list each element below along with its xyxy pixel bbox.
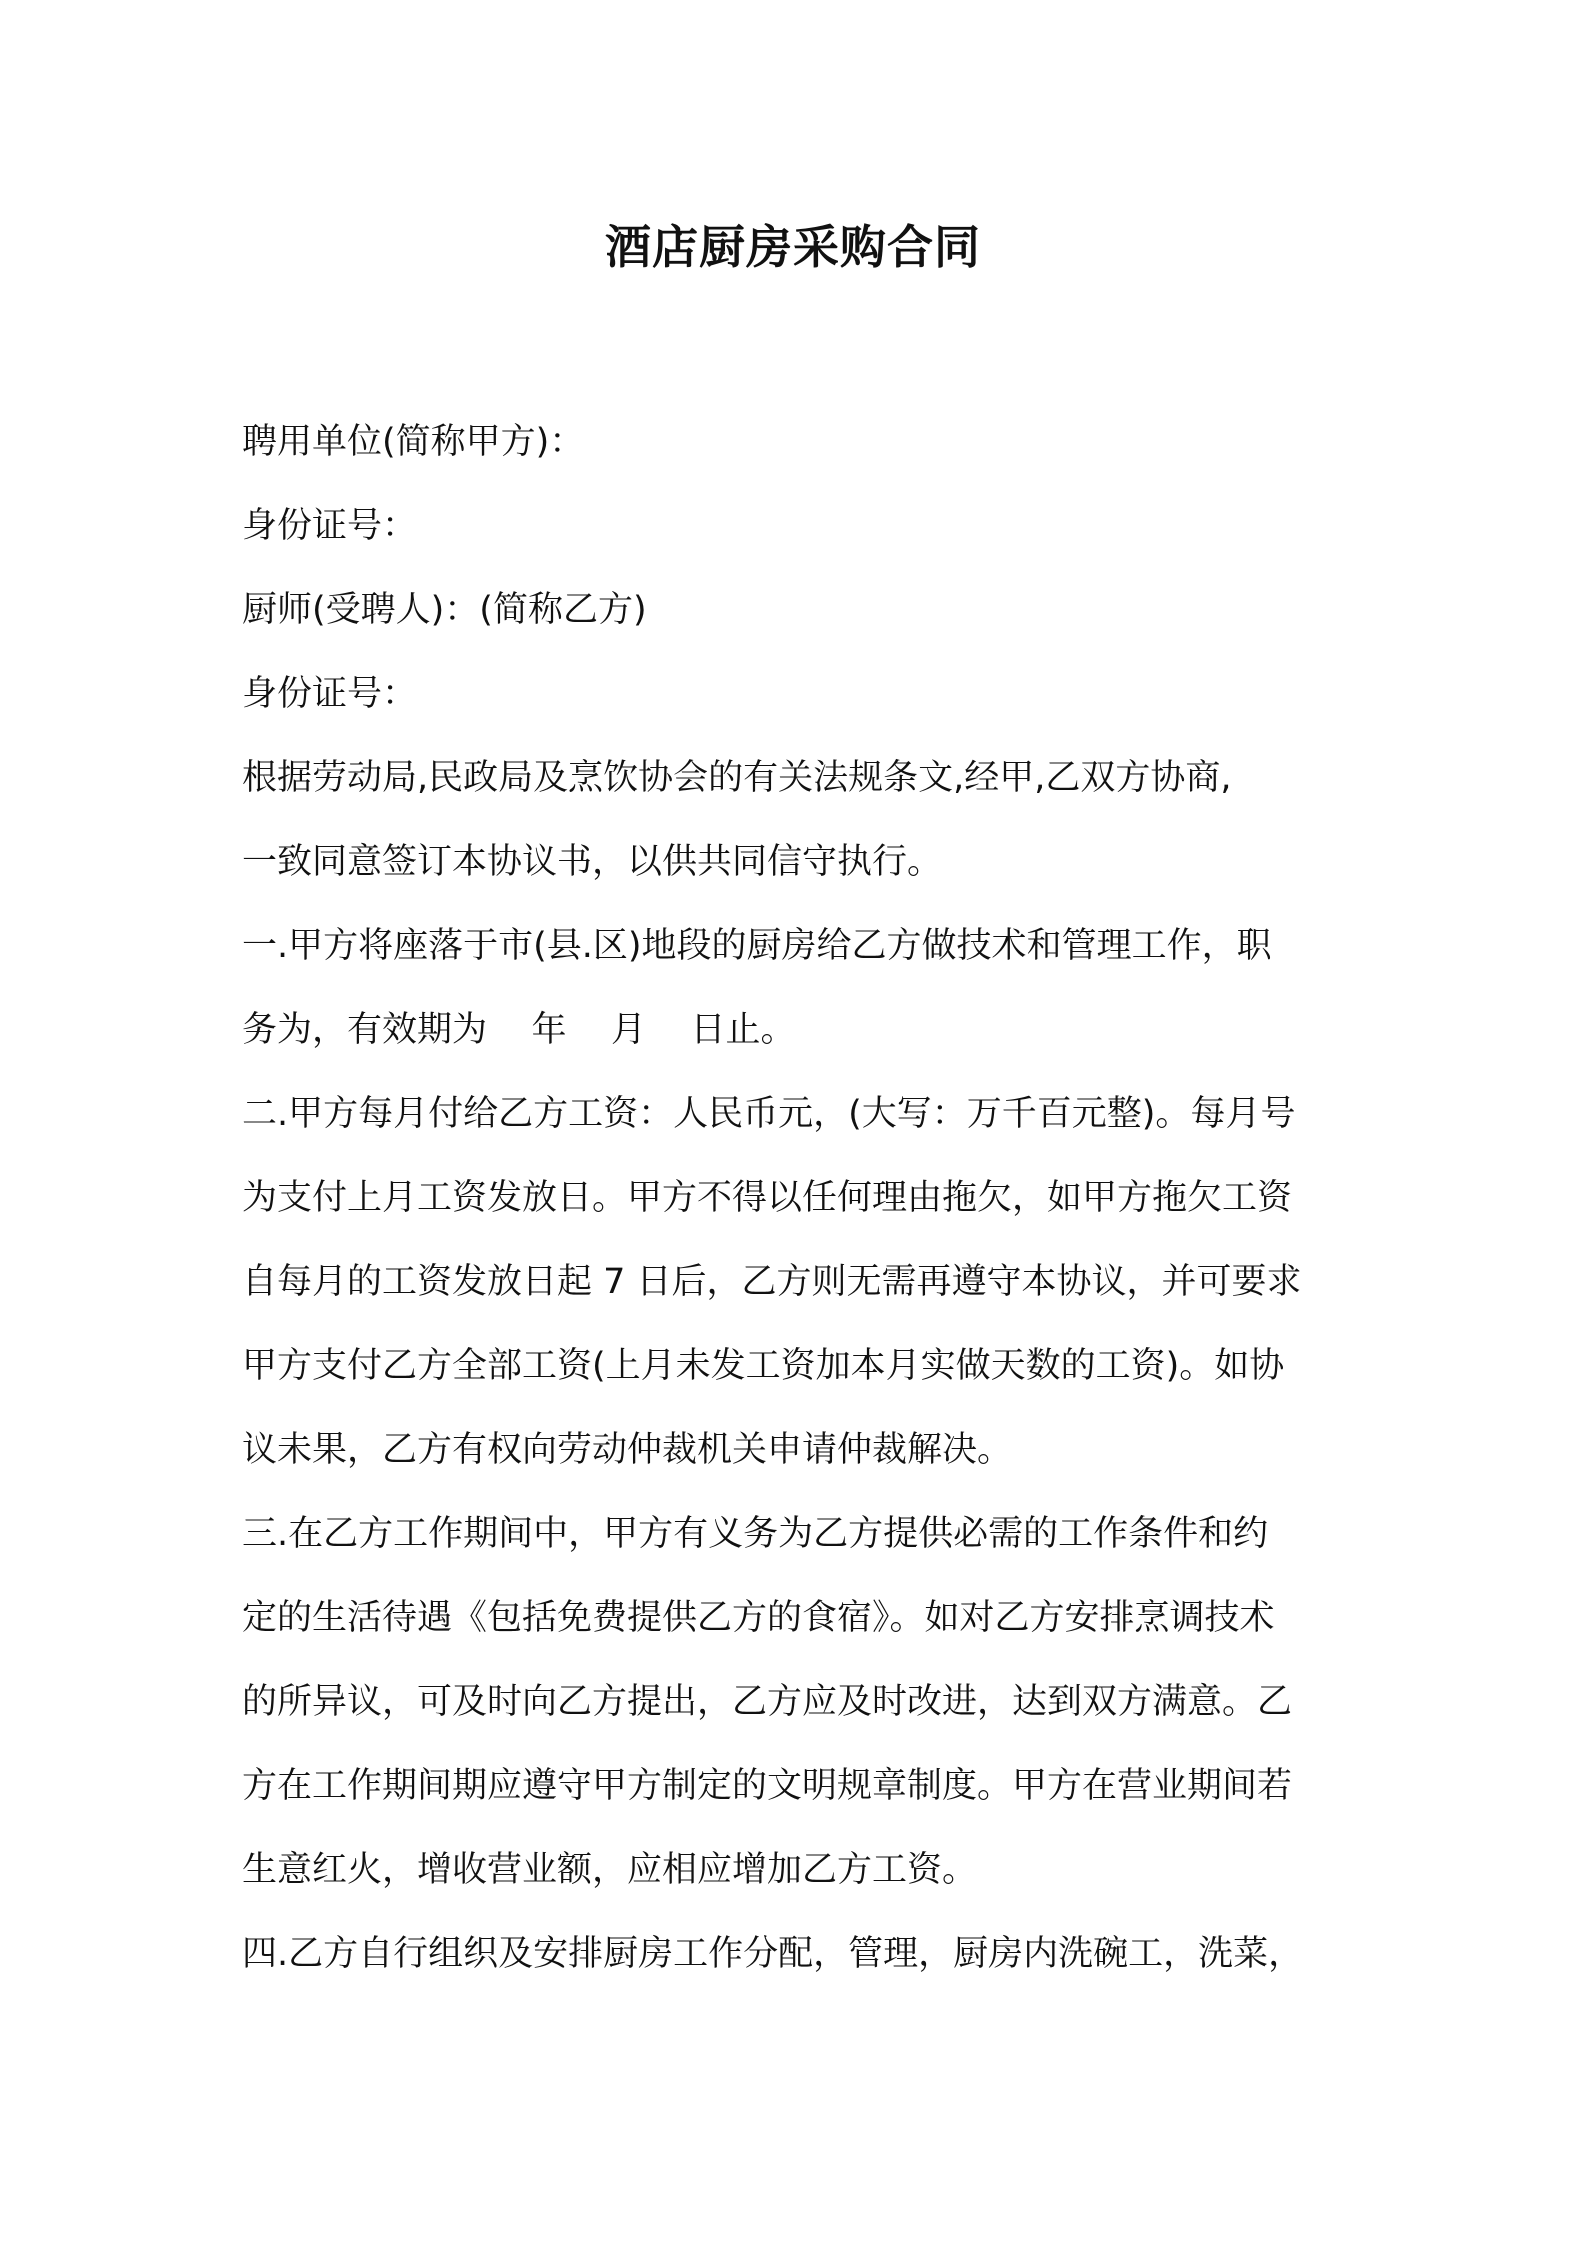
clause-3-line-1: 三.在乙方工作期间中，甲方有义务为乙方提供必需的工作条件和约 xyxy=(242,1514,1269,1554)
clause-3-line-5: 生意红火，增收营业额，应相应增加乙方工资。 xyxy=(242,1850,978,1890)
party-b-line: 厨师(受聘人)：(简称乙方) xyxy=(242,590,647,630)
party-a-id-line: 身份证号： xyxy=(242,506,418,546)
party-b-id-line: 身份证号： xyxy=(242,674,418,714)
clause-2-line-4: 甲方支付乙方全部工资(上月未发工资加本月实做天数的工资)。如协 xyxy=(242,1346,1285,1386)
clause-4-line-1: 四.乙方自行组织及安排厨房工作分配，管理，厨房内洗碗工，洗菜， xyxy=(242,1934,1304,1974)
clause-3-line-3: 的所异议，可及时向乙方提出，乙方应及时改进，达到双方满意。乙 xyxy=(242,1682,1293,1722)
clause-2-line-1: 二.甲方每月付给乙方工资：人民币元，(大写：万千百元整)。每月号 xyxy=(242,1094,1296,1134)
party-a-line: 聘用单位(简称甲方)： xyxy=(242,422,585,462)
clause-3-line-4: 方在工作期间期应遵守甲方制定的文明规章制度。甲方在营业期间若 xyxy=(242,1766,1293,1806)
document-body xyxy=(242,400,1362,1996)
clause-3-line-2: 定的生活待遇《包括免费提供乙方的食宿》。如对乙方安排烹调技术 xyxy=(242,1598,1275,1638)
clause-2-line-5: 议未果，乙方有权向劳动仲裁机关申请仲裁解决。 xyxy=(242,1430,1013,1470)
clause-1-line-2: 务为，有效期为 年 月 日止。 xyxy=(242,1010,796,1050)
document-title: 酒店厨房采购合同 xyxy=(605,220,981,274)
clause-1-line-1: 一.甲方将座落于市(县.区)地段的厨房给乙方做技术和管理工作，职 xyxy=(242,926,1272,966)
clause-2-line-3: 自每月的工资发放日起 7 日后，乙方则无需再遵守本协议，并可要求 xyxy=(242,1262,1302,1302)
preamble-line-2: 一致同意签订本协议书，以供共同信守执行。 xyxy=(242,842,943,882)
preamble-line-1: 根据劳动局,民政局及烹饮协会的有关法规条文,经甲,乙双方协商, xyxy=(242,758,1232,798)
clause-2-line-2: 为支付上月工资发放日。甲方不得以任何理由拖欠，如甲方拖欠工资 xyxy=(242,1178,1293,1218)
